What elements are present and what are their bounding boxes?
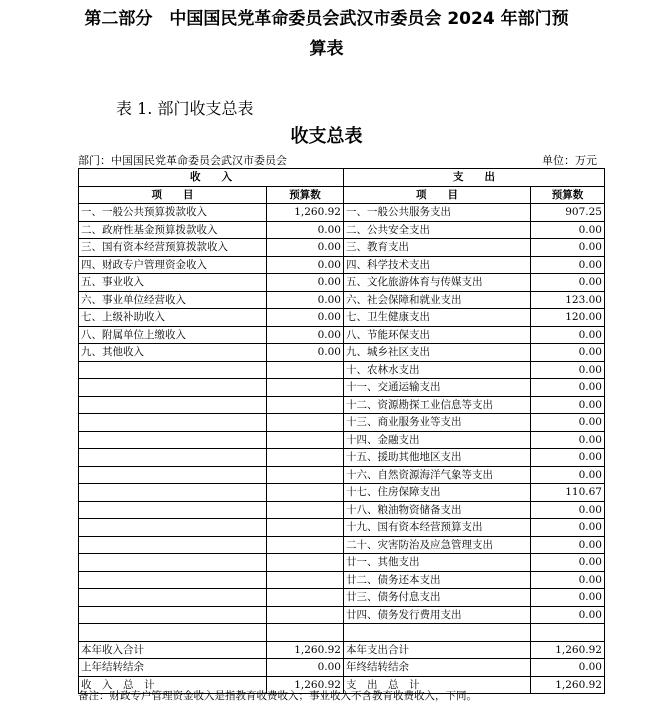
income-item-cell: 本年收入合计 (79, 641, 267, 659)
table-row (79, 431, 605, 449)
income-item-cell (79, 606, 267, 624)
income-value-cell: 1,260.92 (267, 204, 344, 222)
income-value-cell: 0.00 (267, 256, 344, 274)
expense-item-cell: 廿三、债务付息支出 (344, 589, 531, 607)
table-row (79, 326, 605, 344)
expense-value-cell: 123.00 (531, 291, 605, 309)
income-value-cell (267, 501, 344, 519)
expense-value-cell: 0.00 (531, 414, 605, 432)
income-item-cell: 五、事业收入 (79, 274, 267, 292)
table-row (79, 204, 605, 222)
income-value-cell: 1,260.92 (267, 676, 344, 694)
income-value-cell: 0.00 (267, 274, 344, 292)
income-value-cell: 0.00 (267, 291, 344, 309)
expense-value-cell: 0.00 (531, 221, 605, 239)
income-item-cell (79, 589, 267, 607)
expense-item-cell: 十七、住房保障支出 (344, 484, 531, 502)
table-row (79, 414, 605, 432)
expense-item-cell: 十九、国有资本经营预算支出 (344, 519, 531, 537)
income-value-cell: 0.00 (267, 309, 344, 327)
expense-item-cell: 支 出 总 计 (344, 676, 531, 694)
income-value-cell: 0.00 (267, 239, 344, 257)
expense-item-cell: 廿四、债务发行费用支出 (344, 606, 531, 624)
table-row (79, 554, 605, 572)
income-value-cell (267, 536, 344, 554)
expense-item-cell: 六、社会保障和就业支出 (344, 291, 531, 309)
income-budget-header: 预算数 (267, 186, 344, 204)
expense-value-cell: 120.00 (531, 309, 605, 327)
expense-value-cell: 0.00 (531, 536, 605, 554)
income-item-cell (79, 449, 267, 467)
expense-item-header: 项 目 (344, 186, 531, 204)
expense-item-cell: 十、农林水支出 (344, 361, 531, 379)
income-item-cell: 九、其他收入 (79, 344, 267, 362)
income-item-cell (79, 431, 267, 449)
expense-value-cell: 0.00 (531, 326, 605, 344)
blank-row (79, 624, 605, 642)
expense-value-cell: 1,260.92 (531, 641, 605, 659)
expense-item-cell: 十六、自然资源海洋气象等支出 (344, 466, 531, 484)
income-value-cell (267, 589, 344, 607)
income-value-cell (267, 571, 344, 589)
table-row (79, 536, 605, 554)
expense-item-cell: 十一、交通运输支出 (344, 379, 531, 397)
income-item-cell: 收 入 总 计 (79, 676, 267, 694)
table-row (79, 344, 605, 362)
table-row (79, 361, 605, 379)
expense-value-cell: 1,260.92 (531, 676, 605, 694)
column-header-row (79, 186, 605, 204)
expense-header: 支 出 (344, 169, 605, 187)
table-row (79, 256, 605, 274)
expense-item-cell: 十三、商业服务业等支出 (344, 414, 531, 432)
income-value-cell: 0.00 (267, 344, 344, 362)
income-value-cell (267, 606, 344, 624)
income-item-cell (79, 361, 267, 379)
income-item-cell (79, 379, 267, 397)
table-row (79, 589, 605, 607)
budget-table (78, 168, 605, 694)
income-item-cell: 四、财政专户管理资金收入 (79, 256, 267, 274)
income-item-cell (79, 466, 267, 484)
income-value-cell: 1,260.92 (267, 641, 344, 659)
income-item-cell (79, 414, 267, 432)
income-header: 收 入 (79, 169, 344, 187)
income-item-cell: 七、上级补助收入 (79, 309, 267, 327)
expense-value-cell: 0.00 (531, 274, 605, 292)
expense-value-cell: 0.00 (531, 361, 605, 379)
table-row (79, 239, 605, 257)
expense-value-cell: 0.00 (531, 256, 605, 274)
expense-item-cell: 三、教育支出 (344, 239, 531, 257)
title-line-2: 算表 (309, 39, 344, 59)
expense-value-cell: 110.67 (531, 484, 605, 502)
section-header-row (79, 169, 605, 187)
expense-value-cell: 0.00 (531, 239, 605, 257)
expense-item-cell: 十五、援助其他地区支出 (344, 449, 531, 467)
income-value-cell (267, 466, 344, 484)
expense-value-cell: 0.00 (531, 396, 605, 414)
table-row (79, 484, 605, 502)
income-item-cell (79, 501, 267, 519)
income-item-cell (79, 536, 267, 554)
table-row (79, 606, 605, 624)
income-item-header: 项 目 (79, 186, 267, 204)
blank-cell (79, 624, 267, 642)
unit-label: 单位：万元 (542, 154, 597, 167)
expense-item-cell: 本年支出合计 (344, 641, 531, 659)
income-value-cell: 0.00 (267, 221, 344, 239)
expense-value-cell: 0.00 (531, 519, 605, 537)
expense-value-cell: 0.00 (531, 554, 605, 572)
expense-item-cell: 四、科学技术支出 (344, 256, 531, 274)
expense-item-cell: 一、一般公共服务支出 (344, 204, 531, 222)
title-line-1: 第二部分 中国国民党革命委员会武汉市委员会 2024 年部门预 (84, 9, 569, 29)
income-value-cell (267, 484, 344, 502)
expense-item-cell: 廿一、其他支出 (344, 554, 531, 572)
table-row (79, 519, 605, 537)
expense-item-cell: 九、城乡社区支出 (344, 344, 531, 362)
document-title (0, 4, 653, 64)
table-row (79, 641, 605, 659)
table-title: 收支总表 (290, 126, 363, 147)
expense-value-cell: 0.00 (531, 449, 605, 467)
income-item-cell: 八、附属单位上缴收入 (79, 326, 267, 344)
expense-budget-header: 预算数 (531, 186, 605, 204)
table-row (79, 466, 605, 484)
income-value-cell (267, 396, 344, 414)
income-value-cell: 0.00 (267, 326, 344, 344)
blank-cell (267, 624, 344, 642)
table-row (79, 396, 605, 414)
expense-value-cell: 0.00 (531, 466, 605, 484)
income-value-cell (267, 431, 344, 449)
table-row (79, 291, 605, 309)
table-row (79, 379, 605, 397)
income-item-cell (79, 571, 267, 589)
income-item-cell: 上年结转结余 (79, 659, 267, 677)
table-row (79, 571, 605, 589)
expense-item-cell: 七、卫生健康支出 (344, 309, 531, 327)
income-value-cell (267, 361, 344, 379)
expense-item-cell: 十二、资源勘探工业信息等支出 (344, 396, 531, 414)
expense-item-cell: 五、文化旅游体育与传媒支出 (344, 274, 531, 292)
income-item-cell: 三、国有资本经营预算拨款收入 (79, 239, 267, 257)
income-item-cell (79, 484, 267, 502)
expense-value-cell: 0.00 (531, 606, 605, 624)
income-item-cell (79, 396, 267, 414)
blank-cell (531, 624, 605, 642)
income-item-cell (79, 554, 267, 572)
income-value-cell (267, 519, 344, 537)
table-subtitle: 表 1. 部门收支总表 (116, 99, 254, 118)
income-value-cell (267, 414, 344, 432)
income-value-cell (267, 449, 344, 467)
expense-item-cell: 二、公共安全支出 (344, 221, 531, 239)
income-value-cell: 0.00 (267, 659, 344, 677)
table-row (79, 221, 605, 239)
income-item-cell: 一、一般公共预算拨款收入 (79, 204, 267, 222)
blank-cell (344, 624, 531, 642)
table-row (79, 309, 605, 327)
expense-value-cell: 0.00 (531, 431, 605, 449)
expense-item-cell: 八、节能环保支出 (344, 326, 531, 344)
department-label: 部门：中国国民党革命委员会武汉市委员会 (78, 154, 287, 167)
expense-item-cell: 年终结转结余 (344, 659, 531, 677)
expense-value-cell: 907.25 (531, 204, 605, 222)
table-row (79, 274, 605, 292)
income-item-cell (79, 519, 267, 537)
expense-item-cell: 十四、金融支出 (344, 431, 531, 449)
expense-value-cell: 0.00 (531, 589, 605, 607)
table-row (79, 659, 605, 677)
income-value-cell (267, 379, 344, 397)
expense-item-cell: 十八、粮油物资储备支出 (344, 501, 531, 519)
expense-value-cell: 0.00 (531, 571, 605, 589)
expense-value-cell: 0.00 (531, 344, 605, 362)
income-item-cell: 二、政府性基金预算拨款收入 (79, 221, 267, 239)
expense-item-cell: 二十、灾害防治及应急管理支出 (344, 536, 531, 554)
expense-value-cell: 0.00 (531, 659, 605, 677)
income-item-cell: 六、事业单位经营收入 (79, 291, 267, 309)
table-row (79, 449, 605, 467)
expense-value-cell: 0.00 (531, 501, 605, 519)
expense-value-cell: 0.00 (531, 379, 605, 397)
expense-item-cell: 廿二、债务还本支出 (344, 571, 531, 589)
table-row (79, 501, 605, 519)
income-value-cell (267, 554, 344, 572)
footnote: 备注：财政专户管理资金收入是指教育收费收入；事业收入不含教育收费收入，下同。 (78, 690, 477, 702)
